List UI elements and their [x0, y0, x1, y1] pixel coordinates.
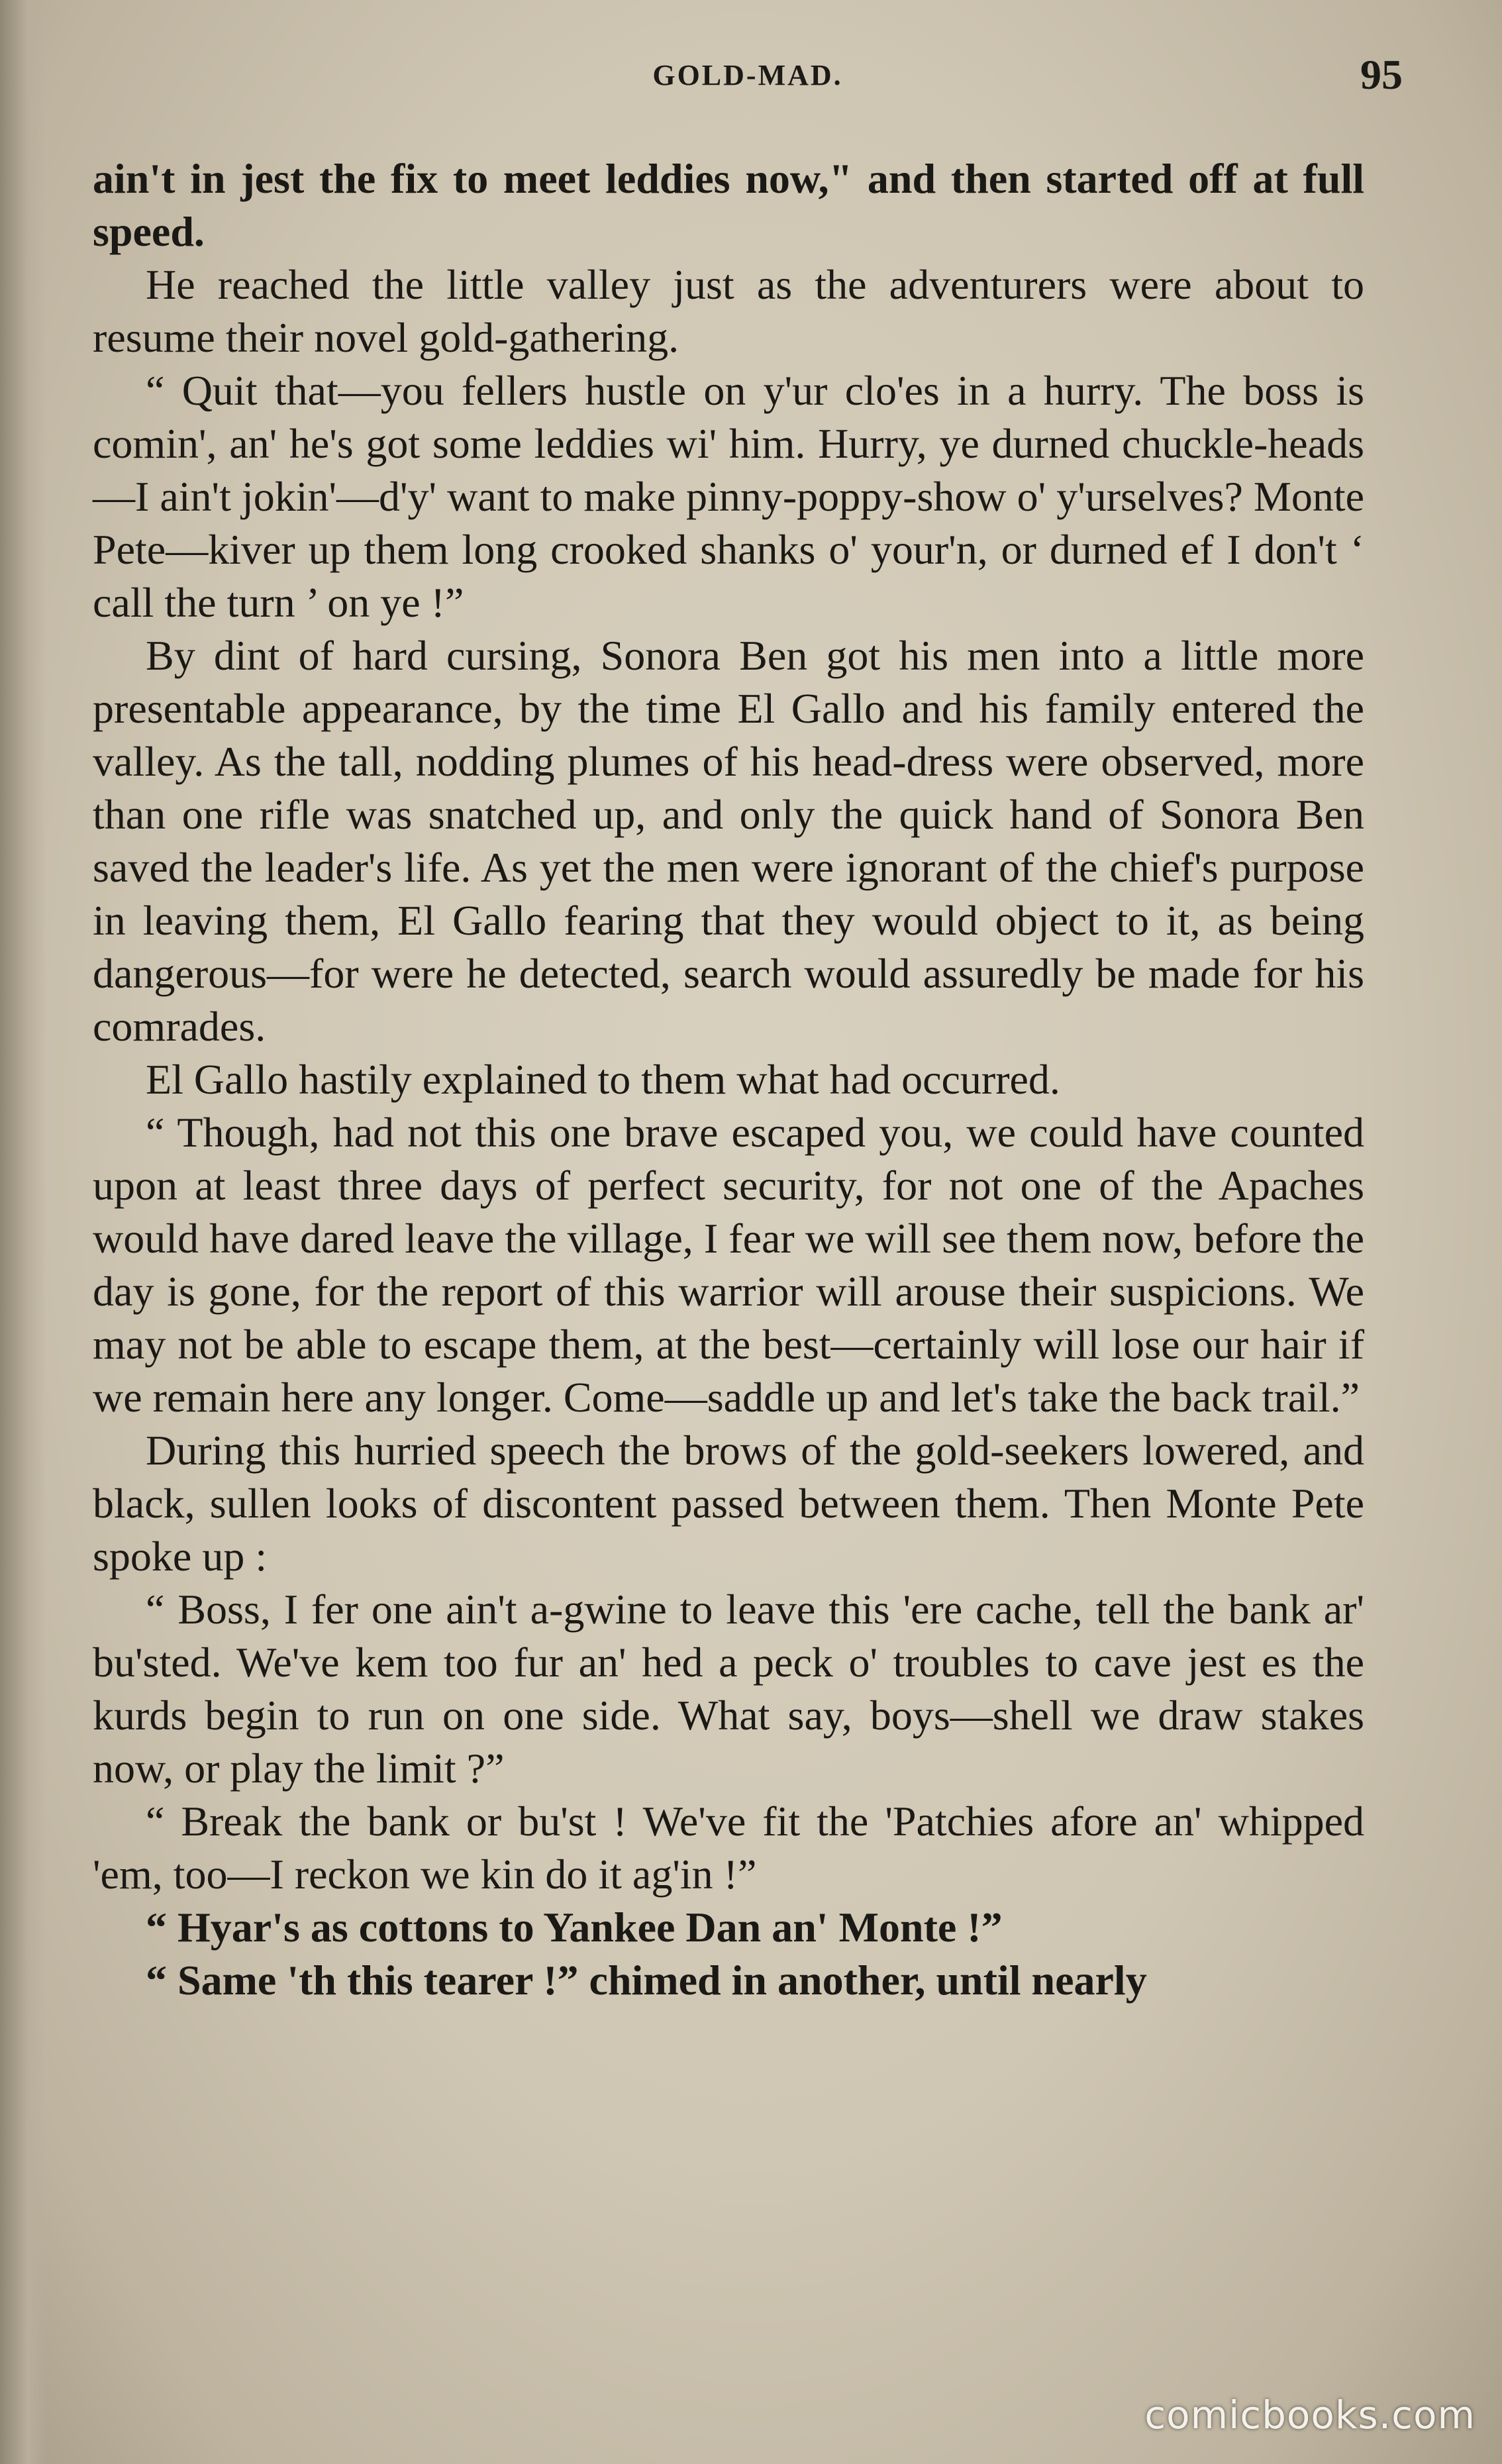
- paragraph: “ Boss, I fer one ain't a-gwine to leave this 'ere cache, tell the bank ar' bu'sted. We've kem too fur an' hed a peck o' troubles to cave jest es the kurds begin to run on one side. What say, boys—shell we draw stakes now, or play the limit ?”: [93, 1586, 1364, 1792]
- paragraph: “ Though, had not this one brave escaped you, we could have counted upon at least three days of perfect security, for not one of the Apaches would have dared leave the village, I fear we will see them now, before the day is gone, for the report of this warrior will arouse their suspicions. We may not be able to escape them, at the best—certainly will lose our hair if we remain here any longer. Come—saddle up and let's take the back trail.”: [93, 1109, 1364, 1421]
- paragraph: By dint of hard cursing, Sonora Ben got his men into a little more presentable appearance, by the time El Gallo and his family entered the valley. As the tall, nodding plumes of his head-dress were observed, more than one rifle was snatched up, and only the quick hand of Sonora Ben saved the leader's life. As yet the men were ignorant of the chief's purpose in leaving them, El Gallo fearing that they would object to it, as being dangerous—for were he detected, search would assuredly be made for his comrades.: [93, 632, 1364, 1050]
- page-header: [93, 46, 1403, 113]
- paragraph: “ Break the bank or bu'st ! We've fit the 'Patchies afore an' whipped 'em, too—I reckon we kin do it ag'in !”: [93, 1798, 1364, 1898]
- paragraph: “ Same 'th this tearer !” chimed in another, until nearly: [146, 1957, 1147, 2004]
- paragraph: “ Quit that—you fellers hustle on y'ur clo'es in a hurry. The boss is comin', an' he's got some leddies wi' him. Hurry, ye durned chuckle-heads—I ain't jokin'—d'y' want to make pinny-poppy-show o' y'urselves? Monte Pete—kiver up them long crooked shanks o' your'n, or durned ef I don't ‘ call the turn ’ on ye !”: [93, 367, 1364, 626]
- paragraph: El Gallo hastily explained to them what had occurred.: [146, 1056, 1060, 1103]
- paragraph: During this hurried speech the brows of the gold-seekers lowered, and black, sullen looks of discontent passed between them. Then Monte Pete spoke up :: [93, 1427, 1364, 1580]
- page-number: 95: [1360, 51, 1403, 98]
- paragraph: “ Hyar's as cottons to Yankee Dan an' Monte !”: [146, 1904, 1003, 1951]
- paragraph: He reached the little valley just as the adventurers were about to resume their novel gold-gathering.: [93, 261, 1364, 361]
- running-head: GOLD-MAD.: [652, 59, 843, 91]
- watermark: comicbooks.com: [1144, 2392, 1476, 2438]
- text-body: [93, 152, 1364, 2007]
- page-edge-shadow: [0, 0, 46, 2464]
- paragraph: ain't in jest the fix to meet leddies now," and then started off at full speed.: [93, 155, 1364, 255]
